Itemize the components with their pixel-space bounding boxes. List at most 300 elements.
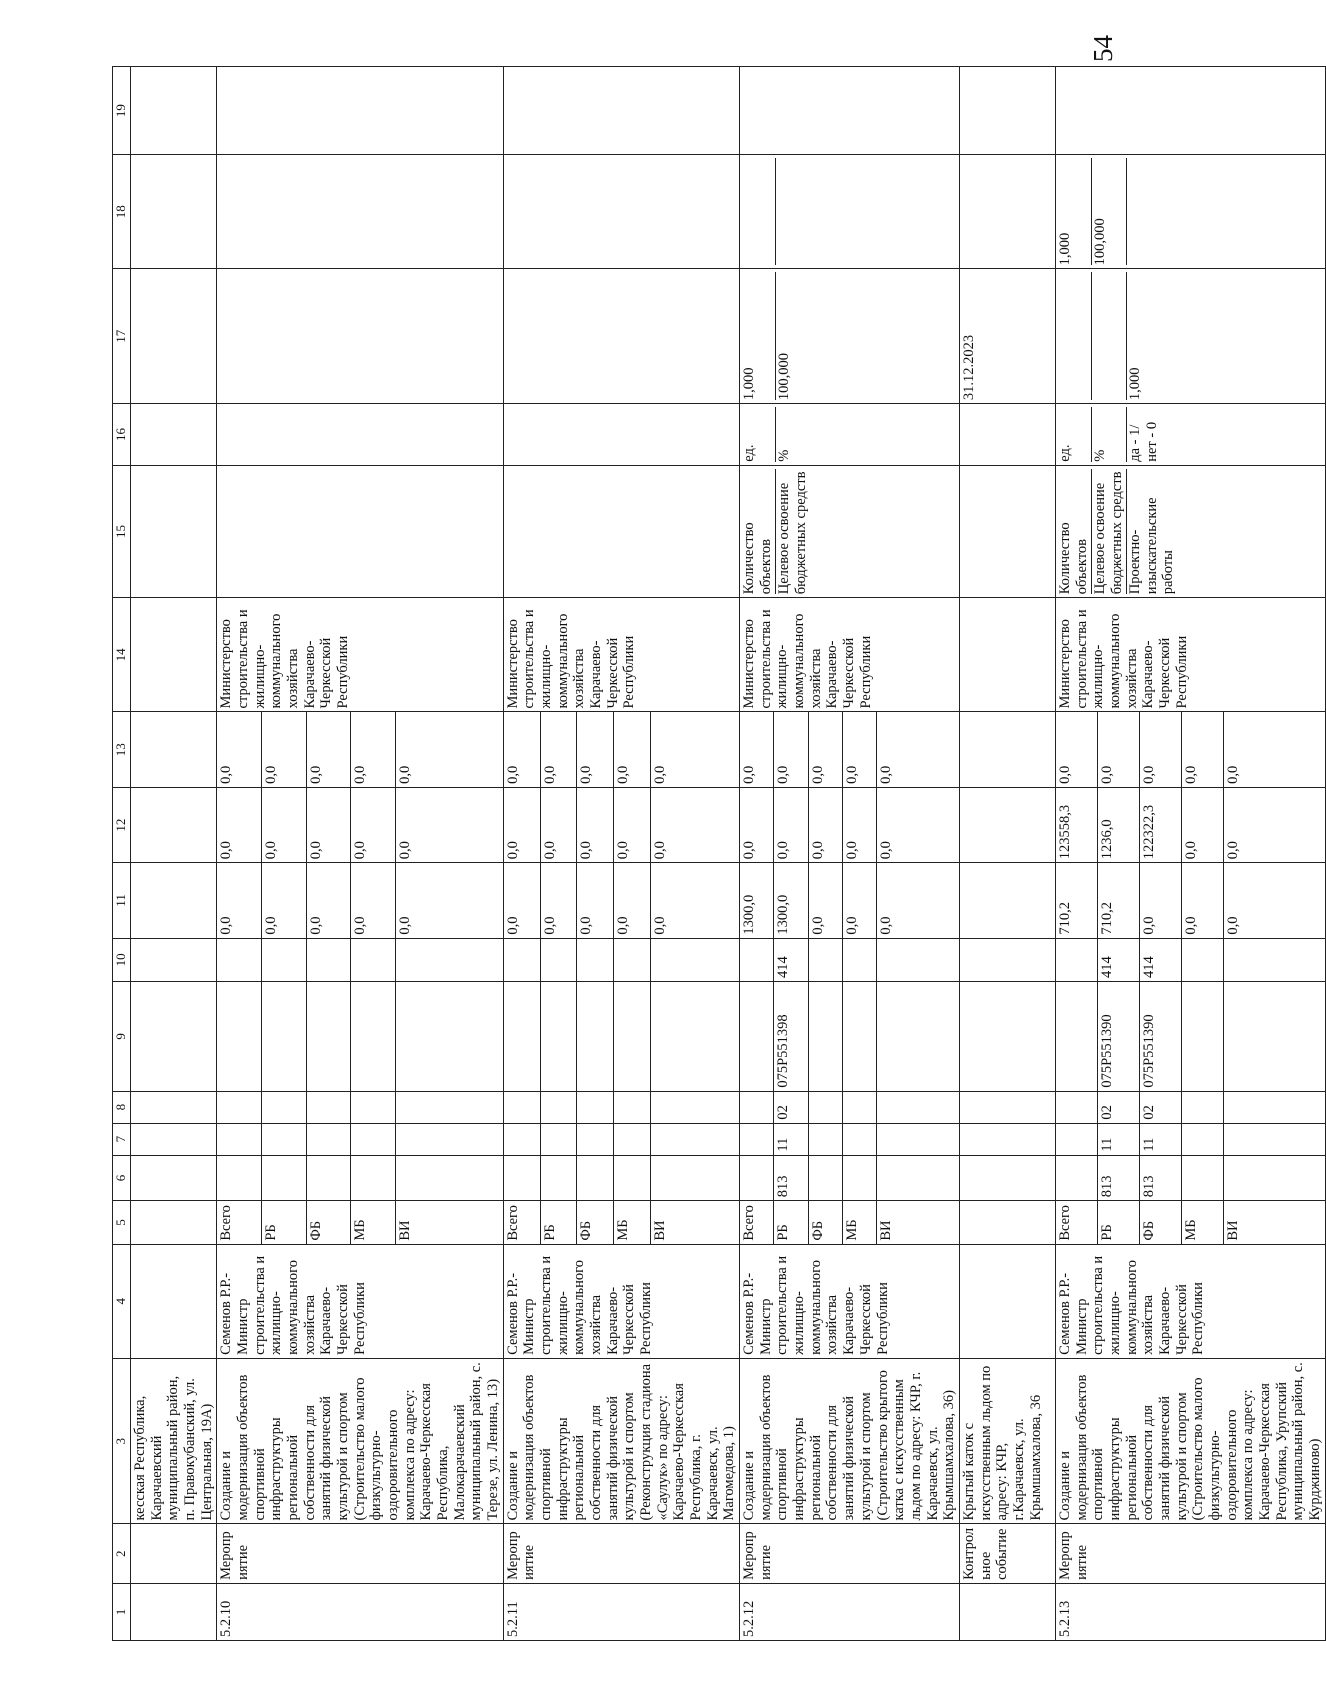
executor [959,598,1055,712]
amount-col-11: 0,0 [808,863,842,938]
funding-source: ФБ [808,1201,842,1244]
funding-source: ВИ [651,1201,740,1244]
code-section [395,1123,503,1155]
code-subsection [808,1091,842,1123]
indicator-name: Количество объектов [1057,469,1092,594]
amount-col-12: 0,0 [842,787,876,862]
code-grbs: 813 [1097,1155,1139,1201]
indicator-value-17 [1057,272,1092,400]
code-grbs [351,1155,396,1201]
indicator-name-cell [503,465,739,597]
program-table [112,66,1326,1641]
code-section [306,1123,351,1155]
responsible-person [130,1244,216,1358]
amount-col-13: 0,0 [217,712,262,787]
funding-source: МБ [351,1201,396,1244]
column-number: 14 [113,598,131,712]
code-target-article [261,982,306,1092]
code-grbs [540,1155,577,1201]
amount-col-12: 0,0 [395,787,503,862]
funding-source: МБ [1181,1201,1223,1244]
amount-col-13: 0,0 [614,712,651,787]
code-target-article [1223,982,1325,1092]
code-section [503,1123,540,1155]
indicator-unit-cell [130,404,216,466]
column-number: 15 [113,465,131,597]
indicator-value-18 [1127,158,1161,265]
code-grbs [808,1155,842,1201]
code-grbs [1223,1155,1325,1201]
amount-col-11: 0,0 [1181,863,1223,938]
indicator-unit-cell [503,404,739,466]
item-kind: Мероприятие [1055,1524,1325,1583]
code-grbs: 813 [774,1155,808,1201]
funding-source: РБ [1097,1201,1139,1244]
code-expense-type [306,938,351,981]
indicator-value-17: 1,000 [741,272,776,400]
indicator-name [961,469,995,594]
code-expense-type [842,938,876,981]
responsible-person: Семенов Р.Р.- Министр строительства и жилищно-коммунального хозяйства Карачаево-Черкесской Республики [1055,1244,1325,1358]
column-number: 16 [113,404,131,466]
code-section [1223,1123,1325,1155]
amount-col-11: 0,0 [306,863,351,938]
code-subsection [130,1091,216,1123]
funding-source: РБ [540,1201,577,1244]
indicator-unit-cell [740,404,960,466]
code-target-article: 075P551390 [1097,982,1139,1092]
item-name: Создание и модернизация объектов спортивной инфраструктуры региональной собственности для занятий физической культурой и спортом (Строительство малого физкультурно-оздоровительного комплекса по адресу: Карачаево-Черкесская Республика, Малокарачаевский муниципальный район, с. Терезе, ул. Ленина, 13) [217,1358,503,1524]
funding-source [130,1201,216,1244]
code-grbs [217,1155,262,1201]
indicator-value-17 [1092,272,1127,400]
indicator-value-18-cell [130,155,216,269]
amount-col-11: 0,0 [1139,863,1181,938]
responsible-person: Семенов Р.Р.- Министр строительства и жилищно-коммунального хозяйства Карачаево-Черкесской Республики [503,1244,739,1358]
funding-source: ВИ [1223,1201,1325,1244]
funding-source: Всего [1055,1201,1097,1244]
funding-source: РБ [261,1201,306,1244]
column-number: 10 [113,938,131,981]
code-target-article [1181,982,1223,1092]
rotated-table-sheet [112,66,1323,1641]
amount-col-12: 0,0 [651,787,740,862]
indicator-unit: да - 1/ нет - 0 [1126,421,1160,462]
amount-col-11: 710,2 [1055,863,1097,938]
column-number: 5 [113,1201,131,1244]
code-expense-type [351,938,396,981]
indicator-value-18: 1,000 [1057,158,1092,265]
col-19-cell [1055,67,1325,155]
indicator-unit-cell [1055,404,1325,466]
funding-source: ВИ [395,1201,503,1244]
col-19-cell [217,67,503,155]
funding-source: ФБ [1139,1201,1181,1244]
amount-col-11: 0,0 [651,863,740,938]
item-name: Крытый каток с искусственным льдом по адресу: КЧР, г.Карачаевск, ул. Крымшамхалова, 36 [959,1358,1055,1524]
code-subsection [217,1091,262,1123]
code-subsection [395,1091,503,1123]
amount-col-12: 0,0 [351,787,396,862]
item-name: кесская Республика, Карачаевский муниципальный район, п. Правокубанский, ул. Центральная, 19А) [130,1358,216,1524]
code-target-article [306,982,351,1092]
code-subsection [740,1091,774,1123]
indicator-name: Проектно-изыскательские работы [1126,497,1177,595]
column-number: 18 [113,155,131,269]
amount-col-12: 123558,3 [1055,787,1097,862]
indicator-value-18 [961,158,995,265]
amount-col-13: 0,0 [540,712,577,787]
column-number: 3 [113,1358,131,1524]
code-subsection [577,1091,614,1123]
code-grbs [306,1155,351,1201]
code-expense-type [217,938,262,981]
executor: Министерство строительства и жилищно-коммунального хозяйства Карачаево-Черкесской Республики [1055,598,1325,712]
code-expense-type [614,938,651,981]
indicator-value-18-cell [740,155,960,269]
code-expense-type [740,938,774,981]
item-number: 5.2.12 [740,1583,960,1640]
column-number: 4 [113,1244,131,1358]
table-row [503,67,540,1641]
indicator-name-cell [217,465,503,597]
code-subsection [651,1091,740,1123]
code-expense-type [1055,938,1097,981]
code-target-article [130,982,216,1092]
funding-source: Всего [503,1201,540,1244]
code-grbs [959,1155,1055,1201]
code-grbs [503,1155,540,1201]
amount-col-13: 0,0 [503,712,540,787]
code-grbs [1181,1155,1223,1201]
amount-col-11: 0,0 [540,863,577,938]
code-section [740,1123,774,1155]
code-target-article [614,982,651,1092]
indicator-value-17: 100,000 [776,353,793,401]
code-target-article [651,982,740,1092]
table-row [959,67,1055,1641]
amount-col-13: 0,0 [1139,712,1181,787]
amount-col-11: 0,0 [217,863,262,938]
code-section: 11 [1097,1123,1139,1155]
indicator-name: Количество объектов [741,469,776,594]
amount-col-13: 0,0 [1181,712,1223,787]
amount-col-13: 0,0 [877,712,960,787]
code-grbs [1055,1155,1097,1201]
code-target-article [540,982,577,1092]
funding-source: Всего [740,1201,774,1244]
item-name: Создание и модернизация объектов спортивной инфраструктуры региональной собственности для занятий физической культурой и спортом (Реконструкция стадиона «Саулук» по адресу: Карачаево-Черкесская Республика, г. Карачаевск, ул. Магомедова, 1) [503,1358,739,1524]
amount-col-12: 0,0 [577,787,614,862]
amount-col-11: 0,0 [614,863,651,938]
table-row [130,67,216,1641]
amount-col-13: 0,0 [577,712,614,787]
indicator-name-cell [959,465,1055,597]
code-grbs: 813 [1139,1155,1181,1201]
indicator-value-17: 31.12.2023 [960,334,977,401]
indicator-value-17: 1,000 [1126,367,1143,401]
amount-col-13: 0,0 [842,712,876,787]
amount-col-12: 0,0 [217,787,262,862]
item-kind [130,1524,216,1583]
col-19-cell [740,67,960,155]
amount-col-12: 0,0 [540,787,577,862]
amount-col-13: 0,0 [651,712,740,787]
code-subsection [306,1091,351,1123]
column-number: 6 [113,1155,131,1201]
indicator-value-18 [741,158,776,265]
code-expense-type [1181,938,1223,981]
code-target-article [395,982,503,1092]
code-grbs [842,1155,876,1201]
code-section: 11 [774,1123,808,1155]
amount-col-13: 0,0 [1223,712,1325,787]
code-section [808,1123,842,1155]
indicator-unit-cell [217,404,503,466]
amount-col-13: 0,0 [395,712,503,787]
indicator-value-18-cell [1055,155,1325,269]
indicator-value-18: 100,000 [1092,158,1127,265]
column-number-row [113,67,131,1641]
code-subsection [959,1091,1055,1123]
item-number: 5.2.10 [217,1583,503,1640]
funding-source: МБ [614,1201,651,1244]
table-row [217,67,262,1641]
code-expense-type [540,938,577,981]
amount-col-13: 0,0 [808,712,842,787]
amount-col-13: 0,0 [351,712,396,787]
amount-col-11 [959,863,1055,938]
code-section [1055,1123,1097,1155]
indicator-value-17-cell [217,269,503,404]
responsible-person [959,1244,1055,1358]
code-expense-type: 414 [774,938,808,981]
column-number: 9 [113,982,131,1092]
amount-col-11: 0,0 [877,863,960,938]
indicator-unit [961,407,995,462]
code-subsection [877,1091,960,1123]
indicator-value-17-cell [130,269,216,404]
code-target-article [503,982,540,1092]
code-target-article [959,982,1055,1092]
amount-col-12: 0,0 [808,787,842,862]
code-section [842,1123,876,1155]
funding-source: МБ [842,1201,876,1244]
column-number: 12 [113,787,131,862]
column-number: 8 [113,1091,131,1123]
code-target-article [842,982,876,1092]
amount-col-13 [130,712,216,787]
amount-col-12: 0,0 [503,787,540,862]
item-kind: Мероприятие [217,1524,503,1583]
executor: Министерство строительства и жилищно-коммунального хозяйства Карачаево-Черкесской Республики [217,598,503,712]
col-19-cell [503,67,739,155]
code-target-article [351,982,396,1092]
code-section [1181,1123,1223,1155]
indicator-name-cell [740,465,960,597]
funding-source: ВИ [877,1201,960,1244]
code-grbs [614,1155,651,1201]
amount-col-11: 0,0 [261,863,306,938]
column-number: 2 [113,1524,131,1583]
code-grbs [877,1155,960,1201]
indicator-unit: ед. [1057,407,1092,462]
code-expense-type [261,938,306,981]
indicator-value-18 [776,158,810,265]
amount-col-12 [959,787,1055,862]
code-target-article [877,982,960,1092]
indicator-unit-cell [959,404,1055,466]
code-expense-type [130,938,216,981]
code-subsection [1055,1091,1097,1123]
column-number: 19 [113,67,131,155]
code-grbs [261,1155,306,1201]
code-subsection [351,1091,396,1123]
amount-col-13: 0,0 [1055,712,1097,787]
code-section [959,1123,1055,1155]
item-number [130,1583,216,1640]
code-expense-type [395,938,503,981]
code-expense-type [877,938,960,981]
code-subsection [1223,1091,1325,1123]
amount-col-11: 0,0 [1223,863,1325,938]
code-expense-type [503,938,540,981]
code-grbs [740,1155,774,1201]
item-number: 5.2.13 [1055,1583,1325,1640]
code-expense-type [1223,938,1325,981]
amount-col-13 [959,712,1055,787]
indicator-value-17-cell [959,269,1055,404]
indicator-unit: % [776,449,793,462]
indicator-name: Целевое освоение бюджетных средств [776,471,809,595]
code-section [577,1123,614,1155]
code-section [614,1123,651,1155]
code-expense-type [959,938,1055,981]
amount-col-12: 122322,3 [1139,787,1181,862]
code-expense-type [651,938,740,981]
code-subsection: 02 [774,1091,808,1123]
item-kind: Мероприятие [503,1524,739,1583]
code-expense-type [577,938,614,981]
indicator-unit: ед. [741,407,776,462]
code-target-article [740,982,774,1092]
code-section [261,1123,306,1155]
amount-col-12: 0,0 [261,787,306,862]
page-number: 54 [1088,35,1118,62]
indicator-value-18-cell [503,155,739,269]
item-kind: Контрольное событие [959,1524,1055,1583]
code-grbs [651,1155,740,1201]
code-target-article [1055,982,1097,1092]
code-section: 11 [1139,1123,1181,1155]
indicator-value-18-cell [959,155,1055,269]
amount-col-11: 0,0 [395,863,503,938]
item-name: Создание и модернизация объектов спортивной инфраструктуры региональной собственности для занятий физической культурой и спортом (Строительство малого физкультурно-оздоровительного комплекса по адресу: Карачаево-Черкесская Республика, Урупский муниципальный район, с. Курджиново) [1055,1358,1325,1524]
amount-col-12 [130,787,216,862]
indicator-name-cell [130,465,216,597]
table-row [1055,67,1097,1641]
item-name: Создание и модернизация объектов спортивной инфраструктуры региональной собственности для занятий физической культурой и спортом (Строительство крытого катка с искусственным льдом по адресу: КЧР, г. Карачаевск, ул. Крымшамхалова, 36) [740,1358,960,1524]
code-grbs [130,1155,216,1201]
indicator-value-17-cell [1055,269,1325,404]
code-target-article [577,982,614,1092]
indicator-name: Целевое освоение бюджетных средств [1092,469,1127,594]
code-target-article: 075P551390 [1139,982,1181,1092]
funding-source: Всего [217,1201,262,1244]
col-19-cell [130,67,216,155]
code-subsection [614,1091,651,1123]
column-number: 13 [113,712,131,787]
funding-source: ФБ [306,1201,351,1244]
code-section [540,1123,577,1155]
column-number: 7 [113,1123,131,1155]
code-expense-type [808,938,842,981]
amount-col-12: 0,0 [774,787,808,862]
code-section [351,1123,396,1155]
code-target-article [217,982,262,1092]
amount-col-12: 0,0 [1181,787,1223,862]
funding-source: РБ [774,1201,808,1244]
col-19-cell [959,67,1055,155]
amount-col-11: 0,0 [842,863,876,938]
code-subsection [503,1091,540,1123]
funding-source [959,1201,1055,1244]
item-kind: Мероприятие [740,1524,960,1583]
code-subsection [1181,1091,1223,1123]
indicator-value-18-cell [217,155,503,269]
amount-col-11 [130,863,216,938]
code-subsection: 02 [1097,1091,1139,1123]
code-section [877,1123,960,1155]
column-number: 11 [113,863,131,938]
indicator-name-cell [1055,465,1325,597]
amount-col-12: 0,0 [877,787,960,862]
indicator-unit: % [1092,407,1127,462]
amount-col-12: 0,0 [614,787,651,862]
code-subsection [842,1091,876,1123]
code-grbs [395,1155,503,1201]
code-section [217,1123,262,1155]
amount-col-12: 1236,0 [1097,787,1139,862]
amount-col-11: 1300,0 [774,863,808,938]
amount-col-11: 0,0 [577,863,614,938]
amount-col-11: 710,2 [1097,863,1139,938]
amount-col-13: 0,0 [740,712,774,787]
executor: Министерство строительства и жилищно-коммунального хозяйства Карачаево-Черкесской Республики [740,598,960,712]
amount-col-13: 0,0 [774,712,808,787]
code-subsection: 02 [1139,1091,1181,1123]
amount-col-12: 0,0 [1223,787,1325,862]
item-number [959,1583,1055,1640]
amount-col-13: 0,0 [1097,712,1139,787]
code-grbs [577,1155,614,1201]
amount-col-11: 1300,0 [740,863,774,938]
code-expense-type: 414 [1097,938,1139,981]
code-section [130,1123,216,1155]
amount-col-12: 0,0 [306,787,351,862]
column-number: 1 [113,1583,131,1640]
table-row [740,67,774,1641]
code-target-article: 075P551398 [774,982,808,1092]
responsible-person: Семенов Р.Р.- Министр строительства и жилищно-коммунального хозяйства Карачаево-Черкесской Республики [740,1244,960,1358]
amount-col-11: 0,0 [503,863,540,938]
amount-col-12: 0,0 [740,787,774,862]
indicator-value-17-cell [740,269,960,404]
code-subsection [261,1091,306,1123]
executor [130,598,216,712]
responsible-person: Семенов Р.Р.- Министр строительства и жилищно-коммунального хозяйства Карачаево-Черкесской Республики [217,1244,503,1358]
funding-source: ФБ [577,1201,614,1244]
